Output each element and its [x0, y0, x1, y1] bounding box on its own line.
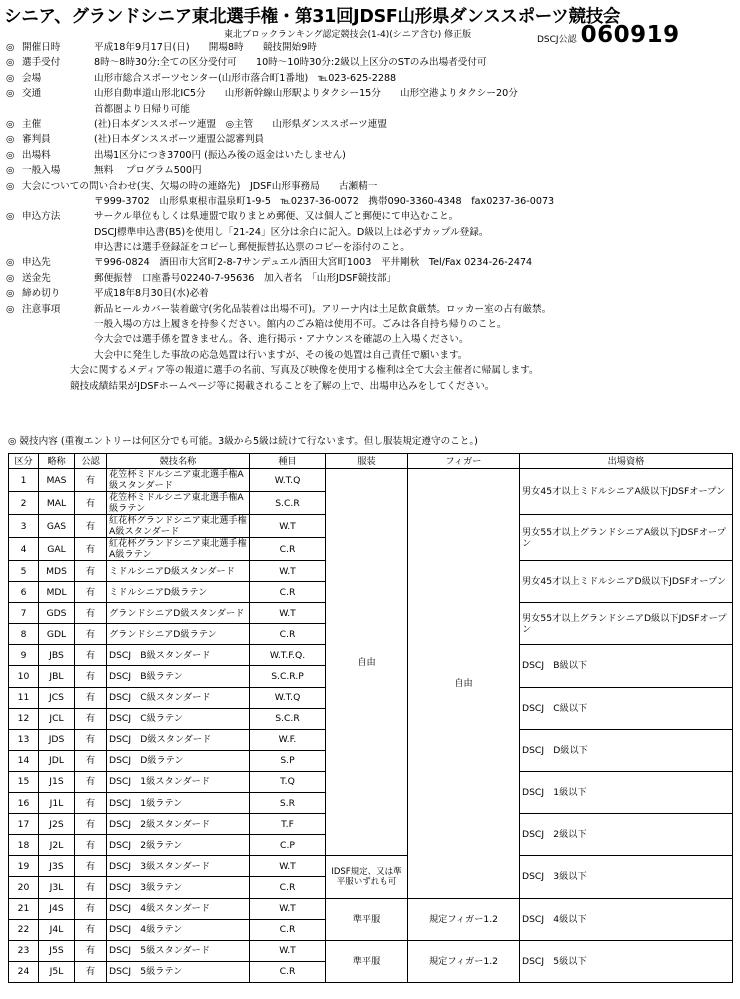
- info-row: [6, 181, 554, 196]
- event-abbr: J5S: [39, 940, 75, 961]
- event-number: 2: [9, 492, 39, 515]
- dress-code: 準平服: [326, 898, 408, 940]
- event-abbr: JBS: [39, 645, 75, 666]
- info-value: JDSF山形事務局 古瀬精一: [249, 180, 378, 192]
- info-row: [6, 88, 554, 103]
- event-name: DSCJ C級ラテン: [107, 708, 250, 729]
- event-sanction: 有: [75, 561, 107, 582]
- dress-code: IDSF規定、又は準平服いずれも可: [326, 856, 408, 898]
- event-abbr: MAL: [39, 492, 75, 515]
- event-dances: W.T.Q: [250, 687, 326, 708]
- column-header: 種目: [250, 454, 326, 469]
- event-name: DSCJ 2級スタンダード: [107, 814, 250, 835]
- event-dances: T.F: [250, 814, 326, 835]
- event-sanction: 有: [75, 940, 107, 961]
- document-subtitle: 東北ブロックランキング認定競技会(1-4)(シニア含む) 修正版: [224, 30, 472, 40]
- event-name: DSCJ 2級ラテン: [107, 835, 250, 856]
- event-abbr: GDS: [39, 603, 75, 624]
- eligibility: DSCJ 3級以下: [520, 856, 733, 898]
- event-dances: W.F.: [250, 729, 326, 750]
- event-number: 16: [9, 793, 39, 814]
- event-dances: W.T: [250, 603, 326, 624]
- event-number: 5: [9, 561, 39, 582]
- info-value: 8時～8時30分:全ての区分受付可 10時～10時30分:2級以上区分のSTのみ出場者受付可: [94, 57, 487, 69]
- info-value: (社)日本ダンススポーツ連盟 ◎主管 山形県ダンススポーツ連盟: [94, 118, 387, 130]
- event-sanction: 有: [75, 582, 107, 603]
- event-sanction: 有: [75, 515, 107, 538]
- event-number: 15: [9, 771, 39, 792]
- info-value: 郵便振替 口座番号02240-7-95636 加入者名 「山形JDSF競技部」: [94, 272, 397, 284]
- event-name: 花笠杯ミドルシニア東北選手権A級ラテン: [107, 492, 250, 515]
- info-key: 主催: [22, 118, 42, 130]
- bullet-mark: ◎: [6, 180, 15, 192]
- bullet-mark: ◎: [6, 211, 15, 223]
- info-key: 出場料: [22, 149, 51, 161]
- bullet-mark: ◎: [6, 272, 15, 284]
- document-title: シニア、グランドシニア東北選手権・第31回JDSF山形県ダンススポーツ競技会: [4, 7, 621, 27]
- event-abbr: J5L: [39, 961, 75, 982]
- event-sanction: 有: [75, 877, 107, 898]
- info-key: 注意事項: [22, 303, 61, 315]
- info-row: [6, 196, 554, 211]
- figure-rule: 規定フィガー1.2: [408, 940, 520, 982]
- bullet-mark: ◎: [6, 134, 15, 146]
- event-abbr: J3S: [39, 856, 75, 877]
- event-abbr: J2S: [39, 814, 75, 835]
- event-number: 18: [9, 835, 39, 856]
- event-abbr: J1S: [39, 771, 75, 792]
- eligibility: DSCJ B級以下: [520, 645, 733, 687]
- table-row: [9, 898, 733, 919]
- event-number: 4: [9, 538, 39, 561]
- event-name: 紅花杯グランドシニア東北選手権A級ラテン: [107, 538, 250, 561]
- info-row: [6, 334, 554, 349]
- event-number: 19: [9, 856, 39, 877]
- event-sanction: 有: [75, 835, 107, 856]
- info-value: 〒996-0824 酒田市大宮町2-8-7サンデュエル酒田大宮町1003 平井剛秋 Tel/Fax 0234-26-2474: [94, 257, 533, 269]
- info-key: 会場: [22, 72, 42, 84]
- event-name: グランドシニアD級スタンダード: [107, 603, 250, 624]
- event-number: 9: [9, 645, 39, 666]
- info-value: 競技成績結果がJDSFホームページ等に掲載されることを了解の上で、出場申込みをしてください。: [70, 380, 495, 392]
- event-dances: W.T: [250, 940, 326, 961]
- table-header-row: [9, 454, 733, 469]
- info-value: 無料 プログラム500円: [94, 165, 202, 177]
- info-value: 平成18年8月30日(水)必着: [94, 288, 209, 300]
- info-value: 出場1区分につき3700円 (振込み後の返金はいたしません): [94, 149, 346, 161]
- info-row: [6, 288, 554, 303]
- event-sanction: 有: [75, 492, 107, 515]
- event-name: DSCJ 1級ラテン: [107, 793, 250, 814]
- event-sanction: 有: [75, 624, 107, 645]
- info-row: [6, 365, 554, 380]
- info-row: [6, 134, 554, 149]
- info-value: 申込書には選手登録証をコピーし郵便振替払込票のコピーを添付のこと。: [94, 242, 410, 254]
- event-name: DSCJ 5級スタンダード: [107, 940, 250, 961]
- event-abbr: MAS: [39, 469, 75, 492]
- event-abbr: GDL: [39, 624, 75, 645]
- column-header: フィガー: [408, 454, 520, 469]
- bullet-mark: ◎: [6, 88, 15, 100]
- table-body: [9, 469, 733, 983]
- eligibility: DSCJ 1級以下: [520, 771, 733, 813]
- info-key: 一般入場: [22, 165, 61, 177]
- eligibility: 男女45才以上ミドルシニアA級以下JDSFオープン: [520, 469, 733, 515]
- info-row: [6, 273, 554, 288]
- info-key: 申込方法: [22, 211, 61, 223]
- info-row: [6, 350, 554, 365]
- event-dances: C.R: [250, 961, 326, 982]
- event-dances: S.C.R.P: [250, 666, 326, 687]
- event-dances: C.R: [250, 919, 326, 940]
- event-abbr: MDL: [39, 582, 75, 603]
- table-row: [9, 469, 733, 492]
- info-row: [6, 381, 554, 396]
- event-sanction: 有: [75, 814, 107, 835]
- event-name: DSCJ C級スタンダード: [107, 687, 250, 708]
- event-number: 11: [9, 687, 39, 708]
- event-dances: W.T: [250, 561, 326, 582]
- bullet-mark: ◎: [6, 257, 15, 269]
- event-sanction: 有: [75, 898, 107, 919]
- event-number: 7: [9, 603, 39, 624]
- eligibility: DSCJ C級以下: [520, 687, 733, 729]
- bullet-mark: ◎: [6, 72, 15, 84]
- event-abbr: JDS: [39, 729, 75, 750]
- event-dances: W.T: [250, 856, 326, 877]
- event-abbr: J4S: [39, 898, 75, 919]
- approval-code: [537, 22, 680, 48]
- event-name: ミドルシニアD級スタンダード: [107, 561, 250, 582]
- event-sanction: 有: [75, 729, 107, 750]
- event-number: 13: [9, 729, 39, 750]
- eligibility: 男女55才以上グランドシニアA級以下JDSFオープン: [520, 515, 733, 561]
- event-sanction: 有: [75, 961, 107, 982]
- eligibility: 男女45才以上ミドルシニアD級以下JDSFオープン: [520, 561, 733, 603]
- event-dances: C.R: [250, 877, 326, 898]
- event-number: 24: [9, 961, 39, 982]
- info-key: 大会についての問い合わせ(実、欠場の時の連絡先): [22, 180, 241, 192]
- info-row: [6, 150, 554, 165]
- event-sanction: 有: [75, 919, 107, 940]
- event-number: 22: [9, 919, 39, 940]
- event-name: DSCJ 3級スタンダード: [107, 856, 250, 877]
- event-abbr: J3L: [39, 877, 75, 898]
- event-name: 紅花杯グランドシニア東北選手権A級スタンダード: [107, 515, 250, 538]
- event-number: 6: [9, 582, 39, 603]
- info-key: 申込先: [22, 257, 51, 269]
- bullet-mark: ◎: [6, 165, 15, 177]
- info-row: [6, 257, 554, 272]
- info-value: 大会中に発生した事故の応急処置は行いますが、その後の処置は自己責任で願います。: [94, 349, 468, 361]
- event-sanction: 有: [75, 771, 107, 792]
- info-row: [6, 119, 554, 134]
- event-name: DSCJ B級ラテン: [107, 666, 250, 687]
- info-row: [6, 57, 554, 72]
- event-name: 花笠杯ミドルシニア東北選手権A級スタンダード: [107, 469, 250, 492]
- event-sanction: 有: [75, 708, 107, 729]
- event-name: DSCJ D級スタンダード: [107, 729, 250, 750]
- info-key: 送金先: [22, 272, 51, 284]
- event-sanction: 有: [75, 469, 107, 492]
- event-dances: S.P: [250, 750, 326, 771]
- event-number: 3: [9, 515, 39, 538]
- eligibility: DSCJ 4級以下: [520, 898, 733, 940]
- event-number: 14: [9, 750, 39, 771]
- eligibility: DSCJ 5級以下: [520, 940, 733, 982]
- figure-rule: 規定フィガー1.2: [408, 898, 520, 940]
- event-sanction: 有: [75, 856, 107, 877]
- info-value: DSCJ標準申込書(B5)を使用し「21-24」区分は余白に記入。D級以上は必ずカップル登録。: [94, 226, 489, 238]
- info-key: 開催日時: [22, 42, 61, 53]
- event-dances: C.R: [250, 624, 326, 645]
- event-number: 20: [9, 877, 39, 898]
- dress-code: 準平服: [326, 940, 408, 982]
- event-dances: C.R: [250, 582, 326, 603]
- event-dances: C.P: [250, 835, 326, 856]
- info-value: 首都圏より日帰り可能: [94, 103, 190, 115]
- event-abbr: GAS: [39, 515, 75, 538]
- info-value: 山形自動車道山形北IC5分 山形新幹線山形駅よりタクシー15分 山形空港よりタクシー20分: [94, 88, 518, 100]
- info-value: (社)日本ダンススポーツ連盟公認審判員: [94, 134, 265, 146]
- column-header: 公認: [75, 454, 107, 469]
- event-sanction: 有: [75, 687, 107, 708]
- bullet-mark: ◎: [6, 42, 15, 53]
- event-dances: S.R: [250, 793, 326, 814]
- column-header: 出場資格: [520, 454, 733, 469]
- info-row: [6, 73, 554, 88]
- column-header: 服装: [326, 454, 408, 469]
- info-row: [6, 165, 554, 180]
- event-name: DSCJ 1級スタンダード: [107, 771, 250, 792]
- info-row: [6, 211, 554, 226]
- event-sanction: 有: [75, 793, 107, 814]
- info-key: 交通: [22, 88, 42, 100]
- event-name: DSCJ 3級ラテン: [107, 877, 250, 898]
- info-row: [6, 227, 554, 242]
- info-row: [6, 42, 554, 57]
- info-key: 選手受付: [22, 57, 61, 69]
- event-number: 8: [9, 624, 39, 645]
- info-value: 山形市総合スポーツセンター(山形市落合町1番地) ℡023-625-2288: [94, 72, 397, 84]
- event-number: 1: [9, 469, 39, 492]
- info-key: 締め切り: [22, 288, 61, 300]
- event-sanction: 有: [75, 538, 107, 561]
- info-key: 審判員: [22, 134, 51, 146]
- event-sanction: 有: [75, 666, 107, 687]
- bullet-mark: ◎: [6, 303, 15, 315]
- event-abbr: J4L: [39, 919, 75, 940]
- event-dances: W.T.Q: [250, 469, 326, 492]
- event-dances: S.C.R: [250, 492, 326, 515]
- event-abbr: JDL: [39, 750, 75, 771]
- event-number: 12: [9, 708, 39, 729]
- event-dances: T.Q: [250, 771, 326, 792]
- info-row: [6, 304, 554, 319]
- event-abbr: JCS: [39, 687, 75, 708]
- event-dances: S.C.R: [250, 708, 326, 729]
- event-name: グランドシニアD級ラテン: [107, 624, 250, 645]
- column-header: 区分: [9, 454, 39, 469]
- table-row: [9, 856, 733, 877]
- events-heading: ◎ 競技内容 (重複エントリーは何区分でも可能。3級から5級は続けて行ないます。但し服装規定遵守のこと。): [8, 436, 478, 447]
- event-number: 23: [9, 940, 39, 961]
- bullet-mark: ◎: [6, 118, 15, 130]
- event-name: DSCJ 5級ラテン: [107, 961, 250, 982]
- event-dances: W.T: [250, 515, 326, 538]
- event-abbr: J2L: [39, 835, 75, 856]
- info-section: [6, 42, 554, 396]
- eligibility: DSCJ 2級以下: [520, 814, 733, 856]
- info-value: 今大会では選手係を置きません。各、進行掲示・アナウンスを確認の上入場ください。: [94, 334, 469, 346]
- info-value: 一般入場の方は上履きを持参ください。館内のごみ箱は使用不可。ごみは各自持ち帰りのこと。: [94, 319, 507, 331]
- bullet-mark: ◎: [6, 57, 15, 69]
- event-abbr: JBL: [39, 666, 75, 687]
- event-name: DSCJ D級ラテン: [107, 750, 250, 771]
- event-name: DSCJ B級スタンダード: [107, 645, 250, 666]
- event-name: DSCJ 4級スタンダード: [107, 898, 250, 919]
- approval-label: DSCJ公認: [537, 35, 577, 45]
- dress-code: 自由: [326, 469, 408, 856]
- bullet-mark: ◎: [6, 149, 15, 161]
- event-abbr: J1L: [39, 793, 75, 814]
- info-value: 新品ヒールカバー装着厳守(劣化品装着は出場不可)。アリーナ内は土足飲食厳禁。ロッカー室の占有厳禁。: [94, 303, 552, 315]
- info-row: [6, 319, 554, 334]
- event-sanction: 有: [75, 645, 107, 666]
- event-dances: W.T: [250, 898, 326, 919]
- event-abbr: JCL: [39, 708, 75, 729]
- info-row: [6, 104, 554, 119]
- table-row: [9, 940, 733, 961]
- eligibility: 男女55才以上グランドシニアD級以下JDSFオープン: [520, 603, 733, 645]
- info-value: サークル単位もしくは県連盟で取りまとめ郵便、又は個人ごと郵便にて申込むこと。: [94, 211, 459, 223]
- info-value: 平成18年9月17日(日) 開場8時 競技開始9時: [94, 42, 317, 53]
- events-table: [8, 453, 733, 983]
- bullet-mark: ◎: [6, 288, 15, 300]
- event-abbr: GAL: [39, 538, 75, 561]
- event-abbr: MDS: [39, 561, 75, 582]
- event-number: 17: [9, 814, 39, 835]
- column-header: 競技名称: [107, 454, 250, 469]
- approval-number: 060919: [580, 22, 680, 48]
- info-value: 〒999-3702 山形県東根市温泉町1-9-5 ℡0237-36-0072 携帯090-3360-4348 fax0237-36-0073: [94, 195, 555, 207]
- column-header: 略称: [39, 454, 75, 469]
- info-value: 大会に関するメディア等の報道に選手の名前、写真及び映像を使用する権利は全て大会主催者に帰属します。: [70, 365, 539, 377]
- event-number: 21: [9, 898, 39, 919]
- event-dances: C.R: [250, 538, 326, 561]
- event-sanction: 有: [75, 603, 107, 624]
- event-name: DSCJ 4級ラテン: [107, 919, 250, 940]
- eligibility: DSCJ D級以下: [520, 729, 733, 771]
- event-dances: W.T.F.Q.: [250, 645, 326, 666]
- event-name: ミドルシニアD級ラテン: [107, 582, 250, 603]
- figure-rule: 自由: [408, 469, 520, 899]
- info-row: [6, 242, 554, 257]
- event-number: 10: [9, 666, 39, 687]
- event-sanction: 有: [75, 750, 107, 771]
